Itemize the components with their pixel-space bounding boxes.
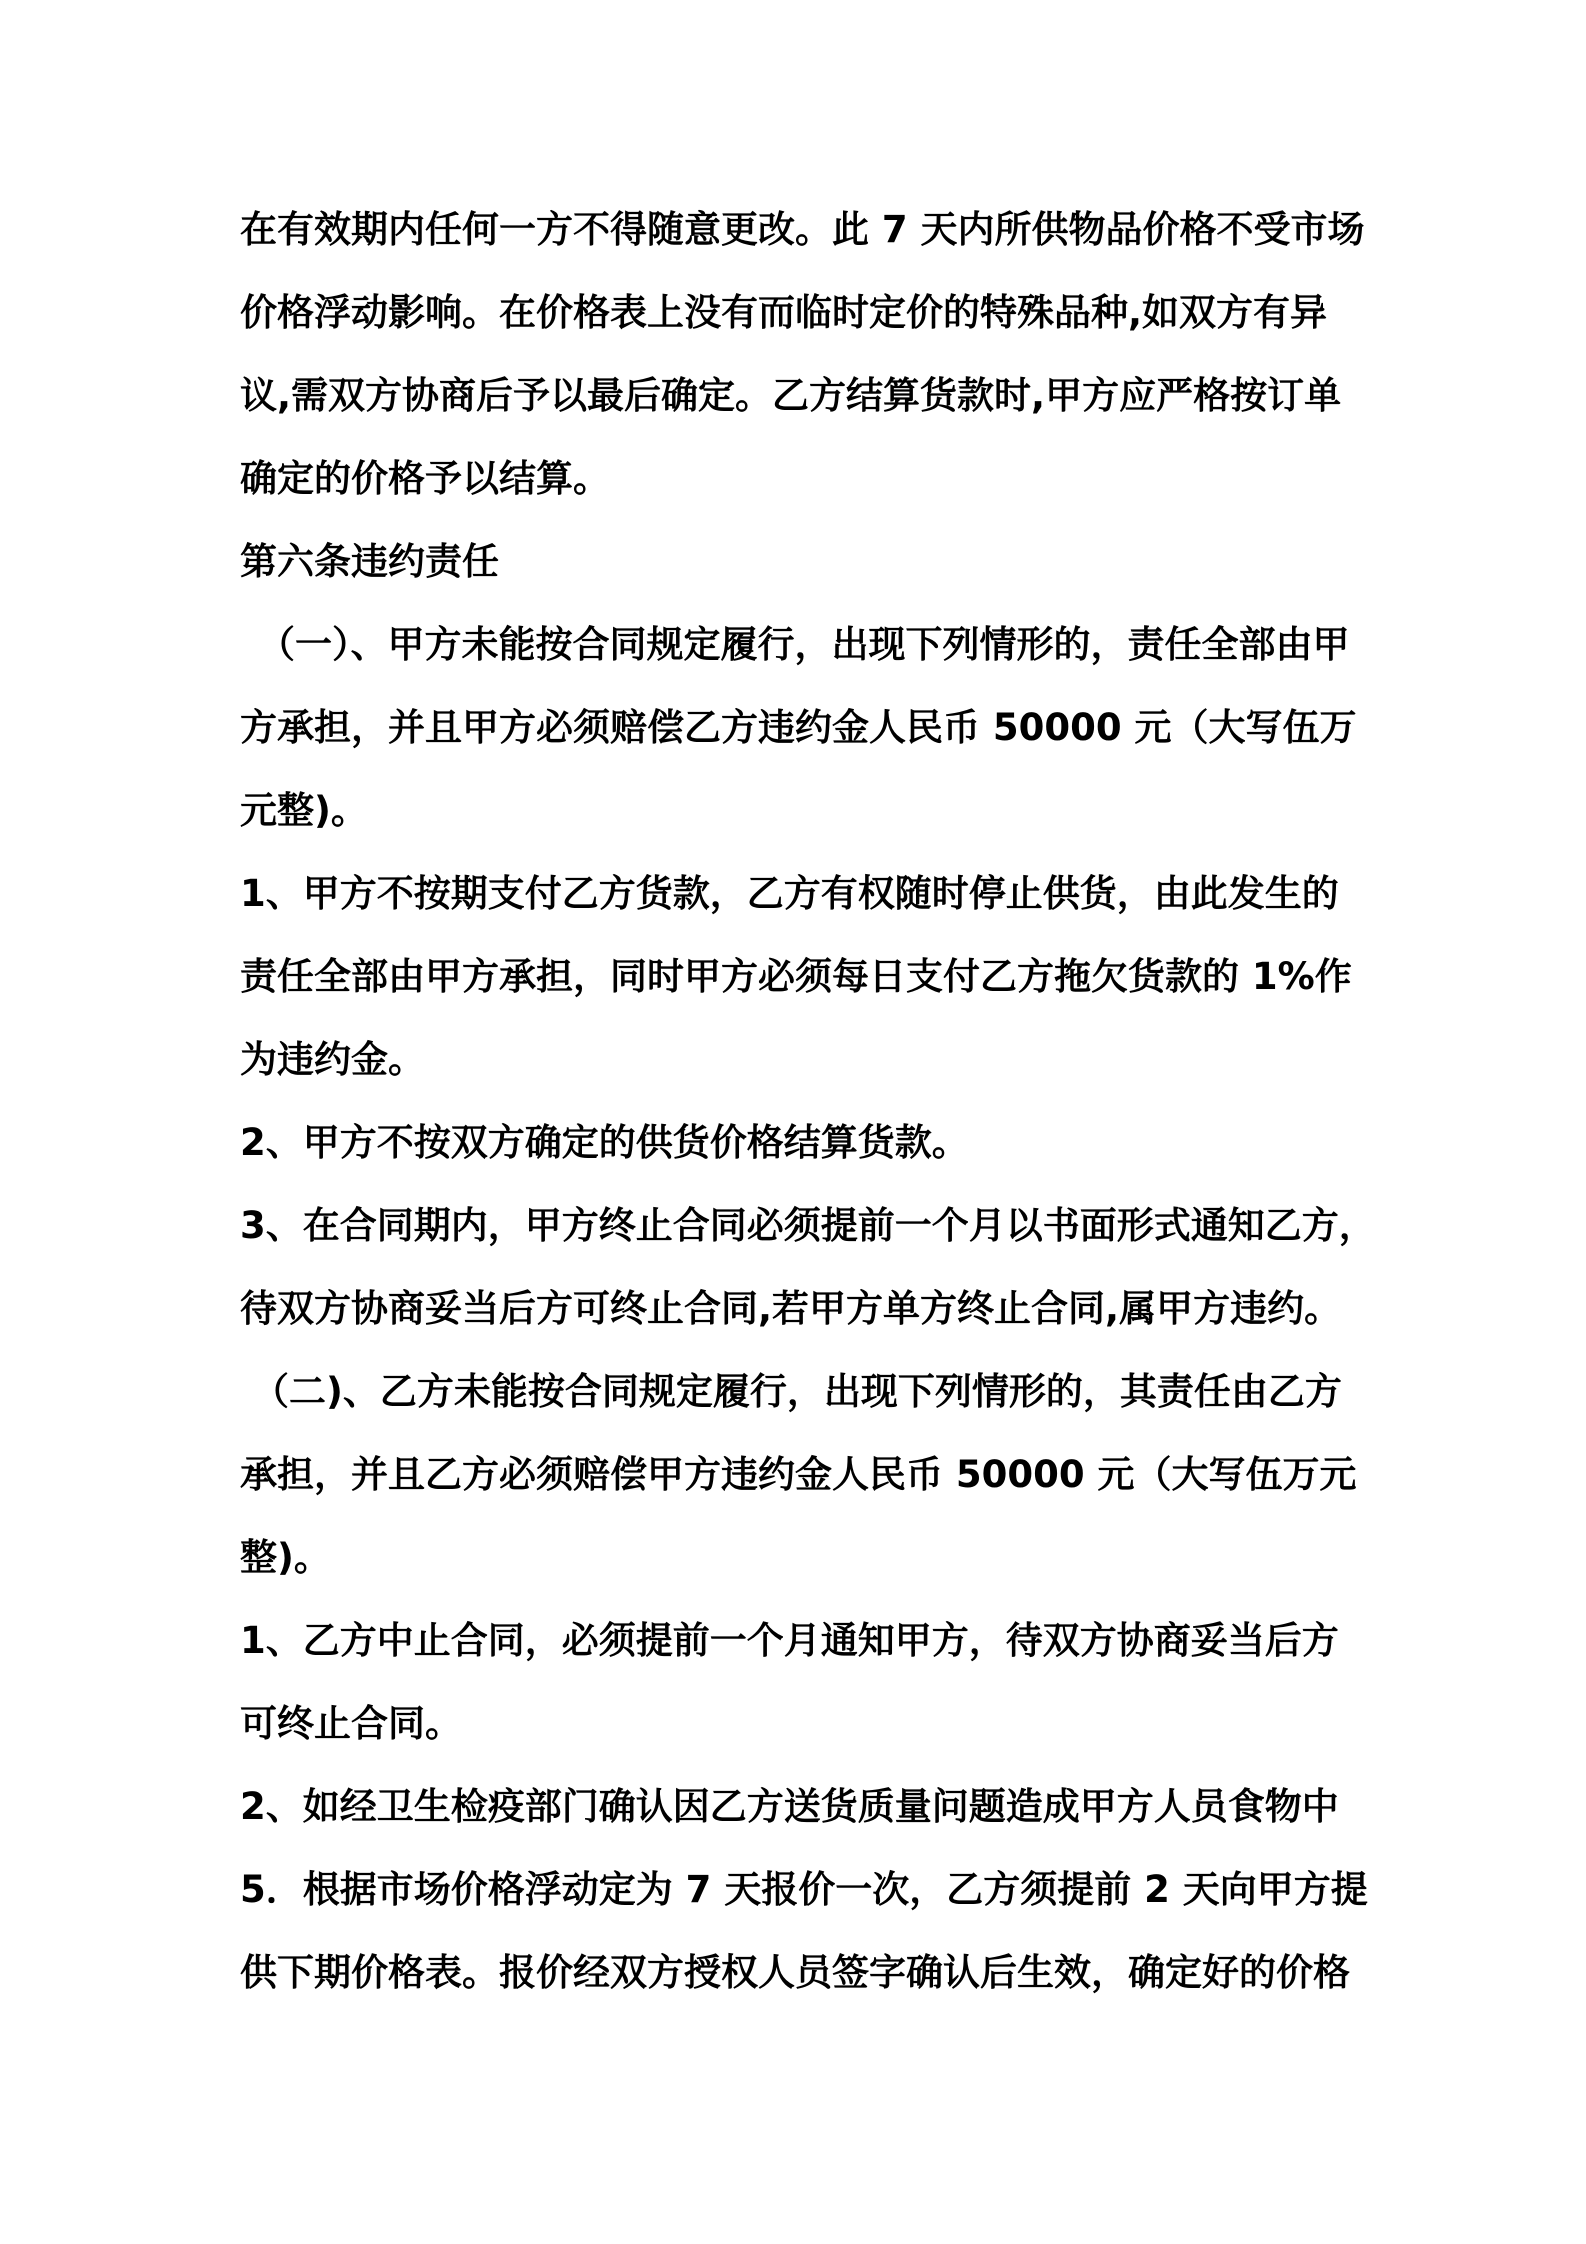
section-heading: 第六条违约责任 (240, 540, 499, 583)
clause-price-quote-line-1: 5．根据市场价格浮动定为 7 天报价一次，乙方须提前 2 天向甲方提 (240, 1868, 1368, 1911)
clause-price-quote-line-2: 供下期价格表。报价经双方授权人员签字确认后生效，确定好的价格 (240, 1951, 1350, 1994)
clause-a-item-1-line-1: 1、甲方不按期支付乙方货款，乙方有权随时停止供货，由此发生的 (240, 872, 1339, 915)
clause-party-a-intro-line-3: 元整)。 (240, 789, 368, 832)
clause-b-item-2-line-1: 2、如经卫生检疫部门确认因乙方送货质量问题造成甲方人员食物中 (240, 1785, 1339, 1828)
clause-party-a-intro-line-2: 方承担，并且甲方必须赔偿乙方违约金人民币 50000 元（大写伍万 (240, 706, 1357, 749)
clause-party-b-intro-line-1: （二)、乙方未能按合同规定履行，出现下列情形的，其责任由乙方 (252, 1370, 1342, 1413)
clause-party-b-intro-line-2: 承担，并且乙方必须赔偿甲方违约金人民币 50000 元（大写伍万元 (240, 1453, 1357, 1496)
clause-b-item-1-line-2: 可终止合同。 (240, 1702, 462, 1745)
clause-party-b-intro-line-3: 整)。 (240, 1536, 331, 1579)
text-line-2: 价格浮动影响。在价格表上没有而临时定价的特殊品种,如双方有异 (240, 291, 1328, 334)
clause-a-item-3-line-2: 待双方协商妥当后方可终止合同,若甲方单方终止合同,属甲方违约。 (240, 1287, 1342, 1330)
text-line-4: 确定的价格予以结算。 (240, 457, 610, 500)
clause-a-item-2: 2、甲方不按双方确定的供货价格结算货款。 (240, 1121, 969, 1164)
clause-b-item-1-line-1: 1、乙方中止合同，必须提前一个月通知甲方，待双方协商妥当后方 (240, 1619, 1339, 1662)
clause-a-item-1-line-3: 为违约金。 (240, 1038, 425, 1081)
clause-a-item-1-line-2: 责任全部由甲方承担，同时甲方必须每日支付乙方拖欠货款的 1%作 (240, 955, 1352, 998)
contract-text-block (240, 188, 1420, 2014)
text-line-1: 在有效期内任何一方不得随意更改。此 7 天内所供物品价格不受市场 (240, 208, 1365, 251)
clause-party-a-intro-line-1: （一）、甲方未能按合同规定履行，出现下列情形的，责任全部由甲 (258, 623, 1350, 666)
text-line-3: 议,需双方协商后予以最后确定。乙方结算货款时,甲方应严格按订单 (240, 374, 1342, 417)
clause-a-item-3-line-1: 3、在合同期内，甲方终止合同必须提前一个月以书面形式通知乙方， (240, 1204, 1376, 1247)
